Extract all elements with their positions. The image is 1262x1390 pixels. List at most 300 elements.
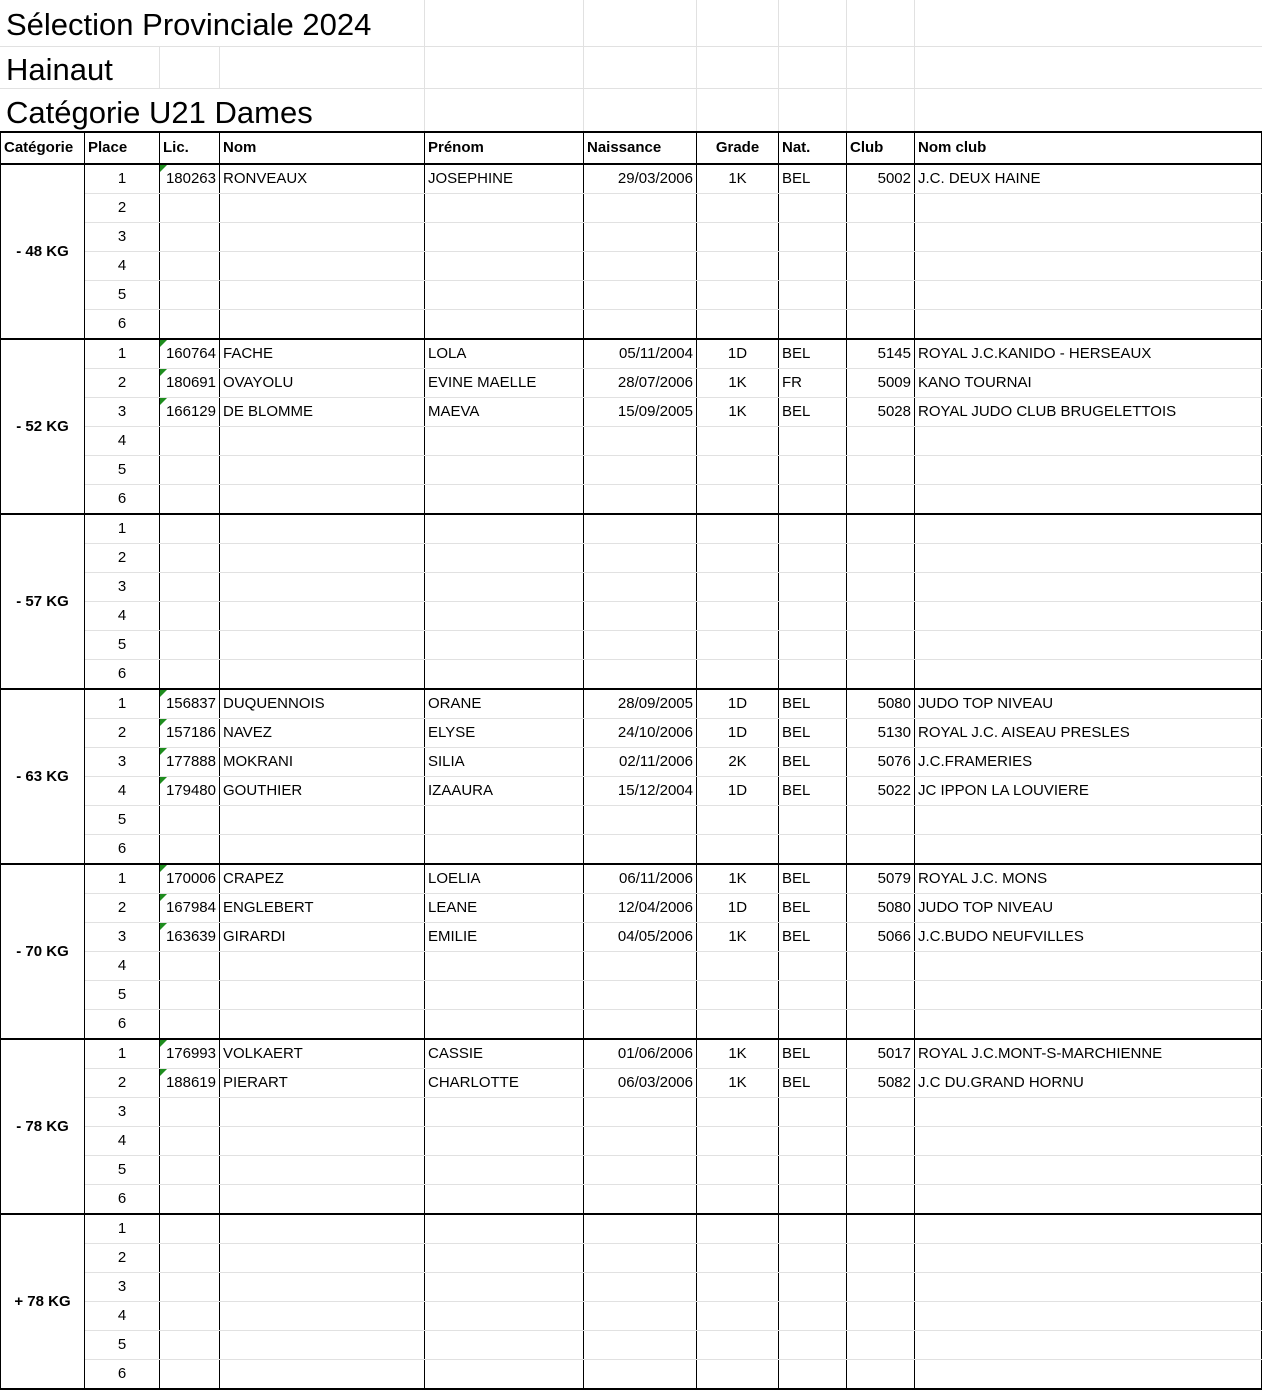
cell-nom[interactable] [220, 485, 425, 515]
cell-nat[interactable]: BEL [779, 398, 847, 427]
cell-license[interactable] [160, 427, 220, 456]
cell-club[interactable] [847, 806, 915, 835]
cell-prenom[interactable] [425, 310, 584, 340]
header-naissance[interactable]: Naissance [584, 132, 697, 164]
cell-nat[interactable]: BEL [779, 689, 847, 719]
cell-nom[interactable] [220, 310, 425, 340]
cell-club[interactable] [847, 1273, 915, 1302]
cell-club[interactable] [847, 1156, 915, 1185]
cell-license[interactable] [160, 252, 220, 281]
cell-prenom[interactable] [425, 631, 584, 660]
cell-club[interactable]: 5009 [847, 369, 915, 398]
cell-naissance[interactable]: 28/09/2005 [584, 689, 697, 719]
cell-nat[interactable]: BEL [779, 894, 847, 923]
cell-grade[interactable]: 1D [697, 719, 779, 748]
cell-nom[interactable] [220, 602, 425, 631]
cell-nat[interactable] [779, 1185, 847, 1215]
cell-place[interactable]: 1 [85, 1039, 160, 1069]
cell-club[interactable] [847, 1302, 915, 1331]
cell-nom-club[interactable] [915, 602, 1262, 631]
cell-categorie[interactable]: - 57 KG [1, 514, 85, 689]
cell-grade[interactable]: 1K [697, 1039, 779, 1069]
cell-prenom[interactable]: LEANE [425, 894, 584, 923]
cell-license[interactable] [160, 485, 220, 515]
cell-grade[interactable] [697, 514, 779, 544]
header-categorie[interactable]: Catégorie [1, 132, 85, 164]
cell-categorie[interactable]: - 70 KG [1, 864, 85, 1039]
cell-club[interactable] [847, 1214, 915, 1244]
cell-nat[interactable] [779, 1214, 847, 1244]
cell-categorie[interactable]: - 78 KG [1, 1039, 85, 1214]
cell-club[interactable]: 5022 [847, 777, 915, 806]
cell-naissance[interactable] [584, 223, 697, 252]
cell-prenom[interactable]: ELYSE [425, 719, 584, 748]
cell-place[interactable]: 1 [85, 689, 160, 719]
cell-nat[interactable] [779, 427, 847, 456]
cell-place[interactable]: 1 [85, 164, 160, 194]
cell-prenom[interactable] [425, 252, 584, 281]
cell-prenom[interactable]: CASSIE [425, 1039, 584, 1069]
cell-nat[interactable] [779, 981, 847, 1010]
cell-place[interactable]: 6 [85, 1010, 160, 1040]
cell-naissance[interactable] [584, 544, 697, 573]
cell-nom[interactable] [220, 835, 425, 865]
cell-club[interactable] [847, 485, 915, 515]
cell-nom[interactable] [220, 1273, 425, 1302]
cell-nat[interactable]: BEL [779, 164, 847, 194]
cell-prenom[interactable] [425, 1156, 584, 1185]
cell-prenom[interactable] [425, 1331, 584, 1360]
cell-naissance[interactable]: 28/07/2006 [584, 369, 697, 398]
cell-place[interactable]: 6 [85, 485, 160, 515]
cell-nat[interactable]: BEL [779, 719, 847, 748]
cell-club[interactable]: 5079 [847, 864, 915, 894]
cell-nom[interactable]: OVAYOLU [220, 369, 425, 398]
cell-naissance[interactable] [584, 631, 697, 660]
cell-grade[interactable] [697, 952, 779, 981]
cell-nat[interactable]: BEL [779, 1039, 847, 1069]
cell-grade[interactable] [697, 981, 779, 1010]
cell-prenom[interactable] [425, 1244, 584, 1273]
cell-grade[interactable]: 1D [697, 689, 779, 719]
cell-prenom[interactable]: SILIA [425, 748, 584, 777]
cell-license[interactable] [160, 369, 220, 398]
cell-prenom[interactable] [425, 223, 584, 252]
cell-naissance[interactable] [584, 1185, 697, 1215]
cell-naissance[interactable] [584, 1010, 697, 1040]
cell-prenom[interactable] [425, 660, 584, 690]
cell-nat[interactable]: FR [779, 369, 847, 398]
cell-nat[interactable] [779, 602, 847, 631]
cell-nom-club[interactable]: JUDO TOP NIVEAU [915, 894, 1262, 923]
cell-license[interactable] [160, 602, 220, 631]
cell-club[interactable] [847, 310, 915, 340]
cell-grade[interactable] [697, 252, 779, 281]
cell-nom-club[interactable]: KANO TOURNAI [915, 369, 1262, 398]
cell-prenom[interactable] [425, 835, 584, 865]
cell-grade[interactable] [697, 1127, 779, 1156]
cell-nom[interactable]: DUQUENNOIS [220, 689, 425, 719]
cell-grade[interactable]: 1D [697, 777, 779, 806]
cell-license[interactable] [160, 1244, 220, 1273]
cell-naissance[interactable]: 29/03/2006 [584, 164, 697, 194]
cell-grade[interactable] [697, 544, 779, 573]
cell-nat[interactable] [779, 1156, 847, 1185]
header-nom-club[interactable]: Nom club [915, 132, 1262, 164]
cell-grade[interactable] [697, 573, 779, 602]
cell-nom[interactable] [220, 1185, 425, 1215]
cell-nom[interactable] [220, 223, 425, 252]
cell-nom[interactable] [220, 281, 425, 310]
cell-nom-club[interactable] [915, 573, 1262, 602]
cell-license[interactable] [160, 1331, 220, 1360]
cell-nat[interactable] [779, 544, 847, 573]
cell-club[interactable] [847, 281, 915, 310]
cell-club[interactable] [847, 1331, 915, 1360]
cell-place[interactable]: 1 [85, 1214, 160, 1244]
cell-nom[interactable] [220, 573, 425, 602]
cell-club[interactable] [847, 1244, 915, 1273]
cell-categorie[interactable]: - 52 KG [1, 339, 85, 514]
cell-grade[interactable] [697, 1244, 779, 1273]
cell-nom[interactable] [220, 1127, 425, 1156]
cell-place[interactable]: 5 [85, 1331, 160, 1360]
cell-naissance[interactable] [584, 1273, 697, 1302]
cell-prenom[interactable] [425, 485, 584, 515]
cell-naissance[interactable] [584, 485, 697, 515]
cell-license[interactable] [160, 981, 220, 1010]
cell-nom-club[interactable]: J.C.BUDO NEUFVILLES [915, 923, 1262, 952]
cell-license[interactable] [160, 1069, 220, 1098]
cell-nom-club[interactable] [915, 1244, 1262, 1273]
cell-grade[interactable]: 1K [697, 1069, 779, 1098]
cell-place[interactable]: 6 [85, 835, 160, 865]
cell-nom-club[interactable] [915, 1302, 1262, 1331]
cell-nom-club[interactable] [915, 544, 1262, 573]
cell-naissance[interactable] [584, 427, 697, 456]
cell-place[interactable]: 4 [85, 252, 160, 281]
cell-place[interactable]: 4 [85, 952, 160, 981]
cell-nat[interactable] [779, 1273, 847, 1302]
cell-prenom[interactable]: LOLA [425, 339, 584, 369]
cell-grade[interactable] [697, 1156, 779, 1185]
cell-grade[interactable] [697, 806, 779, 835]
cell-prenom[interactable]: MAEVA [425, 398, 584, 427]
cell-place[interactable]: 6 [85, 310, 160, 340]
cell-club[interactable] [847, 981, 915, 1010]
cell-club[interactable]: 5066 [847, 923, 915, 952]
cell-grade[interactable]: 1D [697, 894, 779, 923]
cell-club[interactable] [847, 602, 915, 631]
cell-nom[interactable]: CRAPEZ [220, 864, 425, 894]
cell-license[interactable] [160, 310, 220, 340]
cell-prenom[interactable]: ORANE [425, 689, 584, 719]
cell-nom-club[interactable] [915, 1214, 1262, 1244]
cell-club[interactable] [847, 1010, 915, 1040]
cell-prenom[interactable] [425, 981, 584, 1010]
cell-nom[interactable] [220, 981, 425, 1010]
cell-club[interactable] [847, 573, 915, 602]
cell-license[interactable] [160, 952, 220, 981]
cell-nom[interactable] [220, 1244, 425, 1273]
cell-nom-club[interactable]: J.C DU.GRAND HORNU [915, 1069, 1262, 1098]
cell-license[interactable] [160, 1098, 220, 1127]
cell-license[interactable] [160, 1185, 220, 1215]
cell-prenom[interactable]: JOSEPHINE [425, 164, 584, 194]
header-grade[interactable]: Grade [697, 132, 779, 164]
cell-nom-club[interactable] [915, 631, 1262, 660]
cell-grade[interactable] [697, 1010, 779, 1040]
cell-nat[interactable] [779, 485, 847, 515]
cell-grade[interactable] [697, 1302, 779, 1331]
cell-grade[interactable] [697, 1214, 779, 1244]
cell-nom-club[interactable] [915, 485, 1262, 515]
cell-place[interactable]: 2 [85, 1069, 160, 1098]
cell-club[interactable] [847, 1360, 915, 1390]
cell-club[interactable]: 5080 [847, 689, 915, 719]
cell-naissance[interactable] [584, 573, 697, 602]
cell-nat[interactable]: BEL [779, 777, 847, 806]
cell-nat[interactable]: BEL [779, 864, 847, 894]
cell-grade[interactable]: 1K [697, 864, 779, 894]
page-title[interactable]: Sélection Provinciale 2024 [6, 7, 372, 42]
cell-license[interactable] [160, 544, 220, 573]
cell-license[interactable] [160, 223, 220, 252]
cell-nom[interactable] [220, 194, 425, 223]
cell-naissance[interactable] [584, 602, 697, 631]
cell-grade[interactable]: 1K [697, 369, 779, 398]
cell-place[interactable]: 3 [85, 573, 160, 602]
cell-license[interactable] [160, 1273, 220, 1302]
cell-grade[interactable]: 1D [697, 339, 779, 369]
cell-nom-club[interactable] [915, 1360, 1262, 1390]
cell-place[interactable]: 5 [85, 631, 160, 660]
cell-grade[interactable] [697, 1098, 779, 1127]
cell-license[interactable] [160, 281, 220, 310]
cell-club[interactable] [847, 544, 915, 573]
cell-club[interactable] [847, 194, 915, 223]
cell-club[interactable] [847, 1098, 915, 1127]
cell-categorie[interactable]: - 48 KG [1, 164, 85, 339]
cell-nat[interactable] [779, 456, 847, 485]
cell-license[interactable] [160, 514, 220, 544]
cell-prenom[interactable]: IZAAURA [425, 777, 584, 806]
cell-nom-club[interactable]: ROYAL J.C.MONT-S-MARCHIENNE [915, 1039, 1262, 1069]
cell-place[interactable]: 2 [85, 894, 160, 923]
cell-nat[interactable] [779, 631, 847, 660]
cell-nom-club[interactable] [915, 514, 1262, 544]
cell-license[interactable] [160, 398, 220, 427]
cell-license[interactable] [160, 164, 220, 194]
cell-nom-club[interactable]: J.C. DEUX HAINE [915, 164, 1262, 194]
cell-grade[interactable] [697, 660, 779, 690]
cell-naissance[interactable] [584, 1244, 697, 1273]
cell-place[interactable]: 2 [85, 544, 160, 573]
cell-nom[interactable] [220, 1098, 425, 1127]
cell-naissance[interactable]: 15/12/2004 [584, 777, 697, 806]
cell-grade[interactable] [697, 1185, 779, 1215]
cell-nom-club[interactable] [915, 1127, 1262, 1156]
cell-license[interactable] [160, 194, 220, 223]
cell-naissance[interactable]: 24/10/2006 [584, 719, 697, 748]
cell-license[interactable] [160, 748, 220, 777]
cell-prenom[interactable] [425, 281, 584, 310]
cell-naissance[interactable]: 15/09/2005 [584, 398, 697, 427]
cell-naissance[interactable] [584, 1098, 697, 1127]
cell-nom-club[interactable] [915, 1273, 1262, 1302]
cell-nat[interactable] [779, 660, 847, 690]
cell-place[interactable]: 2 [85, 719, 160, 748]
cell-nom[interactable] [220, 1331, 425, 1360]
cell-grade[interactable] [697, 631, 779, 660]
cell-place[interactable]: 5 [85, 1156, 160, 1185]
cell-nom[interactable]: DE BLOMME [220, 398, 425, 427]
cell-grade[interactable] [697, 1360, 779, 1390]
header-place[interactable]: Place [85, 132, 160, 164]
cell-place[interactable]: 2 [85, 194, 160, 223]
cell-nom-club[interactable]: JC IPPON LA LOUVIERE [915, 777, 1262, 806]
cell-nat[interactable] [779, 194, 847, 223]
cell-prenom[interactable] [425, 1273, 584, 1302]
cell-club[interactable]: 5130 [847, 719, 915, 748]
cell-license[interactable] [160, 719, 220, 748]
cell-club[interactable] [847, 427, 915, 456]
cell-license[interactable] [160, 894, 220, 923]
cell-prenom[interactable] [425, 1098, 584, 1127]
cell-nom[interactable] [220, 252, 425, 281]
cell-nom[interactable] [220, 1010, 425, 1040]
cell-naissance[interactable] [584, 806, 697, 835]
cell-nom[interactable] [220, 1360, 425, 1390]
cell-nat[interactable] [779, 1302, 847, 1331]
cell-prenom[interactable]: CHARLOTTE [425, 1069, 584, 1098]
cell-nat[interactable] [779, 1010, 847, 1040]
cell-naissance[interactable]: 02/11/2006 [584, 748, 697, 777]
cell-place[interactable]: 3 [85, 748, 160, 777]
cell-nom[interactable] [220, 806, 425, 835]
cell-nom[interactable]: GIRARDI [220, 923, 425, 952]
cell-prenom[interactable] [425, 952, 584, 981]
cell-naissance[interactable]: 12/04/2006 [584, 894, 697, 923]
cell-license[interactable] [160, 456, 220, 485]
cell-nom-club[interactable] [915, 310, 1262, 340]
cell-license[interactable] [160, 631, 220, 660]
cell-naissance[interactable] [584, 281, 697, 310]
cell-nom[interactable] [220, 456, 425, 485]
cell-club[interactable] [847, 631, 915, 660]
cell-license[interactable] [160, 660, 220, 690]
cell-nom[interactable] [220, 1156, 425, 1185]
cell-club[interactable]: 5145 [847, 339, 915, 369]
cell-nat[interactable] [779, 573, 847, 602]
cell-nat[interactable] [779, 806, 847, 835]
cell-nom[interactable] [220, 631, 425, 660]
cell-nom-club[interactable] [915, 1185, 1262, 1215]
cell-grade[interactable] [697, 427, 779, 456]
cell-license[interactable] [160, 1156, 220, 1185]
cell-place[interactable]: 1 [85, 339, 160, 369]
cell-grade[interactable]: 1K [697, 398, 779, 427]
cell-nom-club[interactable]: J.C.FRAMERIES [915, 748, 1262, 777]
cell-grade[interactable] [697, 835, 779, 865]
cell-nom-club[interactable] [915, 1156, 1262, 1185]
cell-prenom[interactable] [425, 427, 584, 456]
cell-nom-club[interactable] [915, 223, 1262, 252]
cell-naissance[interactable] [584, 514, 697, 544]
cell-place[interactable]: 6 [85, 1185, 160, 1215]
cell-place[interactable]: 2 [85, 369, 160, 398]
cell-naissance[interactable] [584, 1302, 697, 1331]
cell-nat[interactable]: BEL [779, 748, 847, 777]
header-nom[interactable]: Nom [220, 132, 425, 164]
cell-place[interactable]: 3 [85, 1273, 160, 1302]
cell-club[interactable] [847, 1127, 915, 1156]
cell-naissance[interactable] [584, 981, 697, 1010]
cell-prenom[interactable] [425, 573, 584, 602]
cell-nom[interactable]: MOKRANI [220, 748, 425, 777]
cell-license[interactable] [160, 689, 220, 719]
cell-nom-club[interactable] [915, 252, 1262, 281]
cell-grade[interactable]: 1K [697, 164, 779, 194]
cell-nom-club[interactable] [915, 660, 1262, 690]
cell-prenom[interactable]: EVINE MAELLE [425, 369, 584, 398]
cell-prenom[interactable] [425, 1302, 584, 1331]
cell-naissance[interactable] [584, 1127, 697, 1156]
cell-club[interactable] [847, 223, 915, 252]
cell-nom[interactable] [220, 952, 425, 981]
cell-license[interactable] [160, 573, 220, 602]
cell-nat[interactable] [779, 1098, 847, 1127]
cell-license[interactable] [160, 1127, 220, 1156]
cell-nom-club[interactable] [915, 281, 1262, 310]
cell-place[interactable]: 4 [85, 1302, 160, 1331]
cell-license[interactable] [160, 1039, 220, 1069]
cell-nat[interactable] [779, 835, 847, 865]
cell-club[interactable] [847, 835, 915, 865]
cell-nom-club[interactable]: ROYAL J.C. MONS [915, 864, 1262, 894]
cell-club[interactable] [847, 1185, 915, 1215]
cell-prenom[interactable] [425, 1185, 584, 1215]
cell-naissance[interactable] [584, 1156, 697, 1185]
cell-nom-club[interactable]: ROYAL JUDO CLUB BRUGELETTOIS [915, 398, 1262, 427]
cell-nom[interactable] [220, 514, 425, 544]
cell-license[interactable] [160, 835, 220, 865]
cell-place[interactable]: 5 [85, 806, 160, 835]
cell-naissance[interactable] [584, 1214, 697, 1244]
cell-prenom[interactable] [425, 1127, 584, 1156]
cell-place[interactable]: 4 [85, 427, 160, 456]
cell-nom-club[interactable]: JUDO TOP NIVEAU [915, 689, 1262, 719]
cell-license[interactable] [160, 864, 220, 894]
cell-place[interactable]: 4 [85, 602, 160, 631]
cell-naissance[interactable] [584, 1360, 697, 1390]
cell-club[interactable]: 5080 [847, 894, 915, 923]
cell-place[interactable]: 5 [85, 456, 160, 485]
cell-license[interactable] [160, 923, 220, 952]
cell-nom[interactable]: ENGLEBERT [220, 894, 425, 923]
cell-grade[interactable] [697, 485, 779, 515]
header-prenom[interactable]: Prénom [425, 132, 584, 164]
cell-nat[interactable] [779, 1127, 847, 1156]
cell-grade[interactable]: 1K [697, 923, 779, 952]
cell-place[interactable]: 4 [85, 777, 160, 806]
cell-naissance[interactable]: 01/06/2006 [584, 1039, 697, 1069]
cell-prenom[interactable] [425, 456, 584, 485]
cell-nom[interactable] [220, 544, 425, 573]
cell-place[interactable]: 3 [85, 223, 160, 252]
cell-club[interactable]: 5017 [847, 1039, 915, 1069]
cell-naissance[interactable]: 06/03/2006 [584, 1069, 697, 1098]
